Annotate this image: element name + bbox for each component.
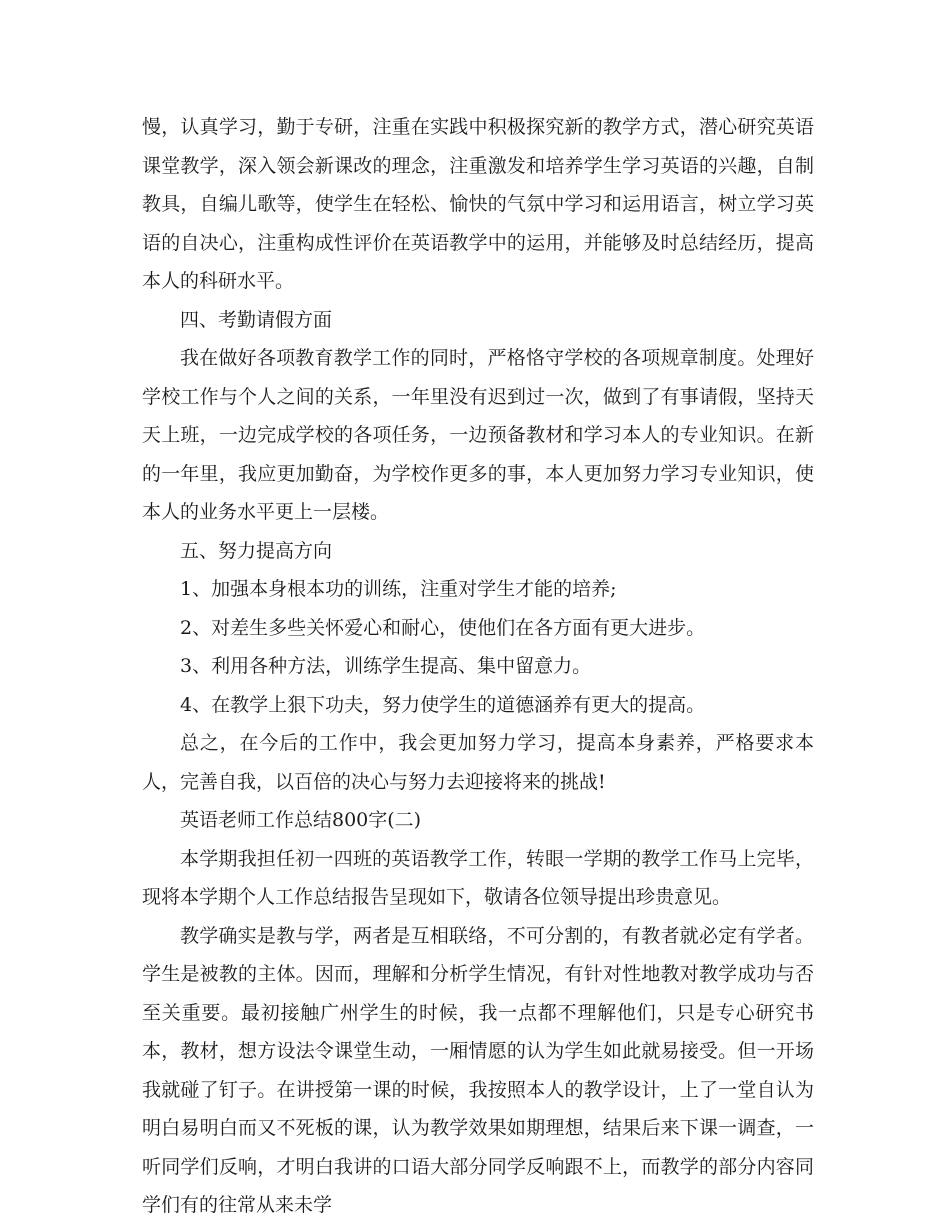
paragraph-continuation: 慢，认真学习，勤于专研，注重在实践中积极探究新的教学方式，潜心研究英语课堂教学，深入领会新课改的理念，注重激发和培养学生学习英语的兴趣，自制教具，自编儿歌等，使学生在轻松、愉快的气氛中学习和运用语言，树立学习英语的自决心，注重构成性评价在英语教学中的运用，并能够及时总结经历，提高本人的科研水平。 <box>142 116 814 292</box>
section-heading-attendance: 四、考勤请假方面 <box>180 308 333 331</box>
article-title-two: 英语老师工作总结800字(二) <box>180 809 422 831</box>
paragraph-intro: 本学期我担任初一四班的英语教学工作，转眼一学期的教学工作马上完毕，现将本学期个人工作总结报告呈现如下，敬请各位领导提出珍贵意见。 <box>142 847 814 908</box>
list-item-3: 3、利用各种方法，训练学生提高、集中留意力。 <box>180 655 592 677</box>
paragraph-attendance: 我在做好各项教育教学工作的同时，严格恪守学校的各项规章制度。处理好学校工作与个人之间的关系，一年里没有迟到过一次，做到了有事请假，坚持天天上班，一边完成学校的各项任务，一边预备教材和学习本人的专业知识。在新的一年里，我应更加勤奋，为学校作更多的事，本人更加努力学习专业知识，使本人的业务水平更上一层楼。 <box>142 347 814 523</box>
section-heading-improvement: 五、努力提高方向 <box>180 539 333 562</box>
list-item-2: 2、对差生多些关怀爱心和耐心，使他们在各方面有更大进步。 <box>180 616 706 639</box>
list-item-1: 1、加强本身根本功的训练，注重对学生才能的培养; <box>180 578 617 600</box>
paragraph-teaching: 教学确实是教与学，两者是互相联络，不可分割的，有教者就必定有学者。学生是被教的主体。因而，理解和分析学生情况，有针对性地教对教学成功与否至关重要。最初接触广州学生的时候，我一点都不理解他们，只是专心研究书本，教材，想方设法令课堂生动，一厢情愿的认为学生如此就易接受。但一开场我就碰了钉子。在讲授第一课的时候，我按照本人的教学设计，上了一堂自认为明白易明白而又不死板的课，认为教学效果如期理想，结果后来下课一调查，一听同学们反响，才明白我讲的口语大部分同学反响跟不上，而教学的部分内容同学们有的往常从来未学 <box>142 924 814 1216</box>
list-item-4: 4、在教学上狠下功夫，努力使学生的道德涵养有更大的提高。 <box>180 693 706 716</box>
paragraph-conclusion: 总之，在今后的工作中，我会更加努力学习，提高本身素养，严格要求本人，完善自我，以百倍的决心与努力去迎接将来的挑战! <box>142 732 814 793</box>
document-page <box>142 108 814 1225</box>
